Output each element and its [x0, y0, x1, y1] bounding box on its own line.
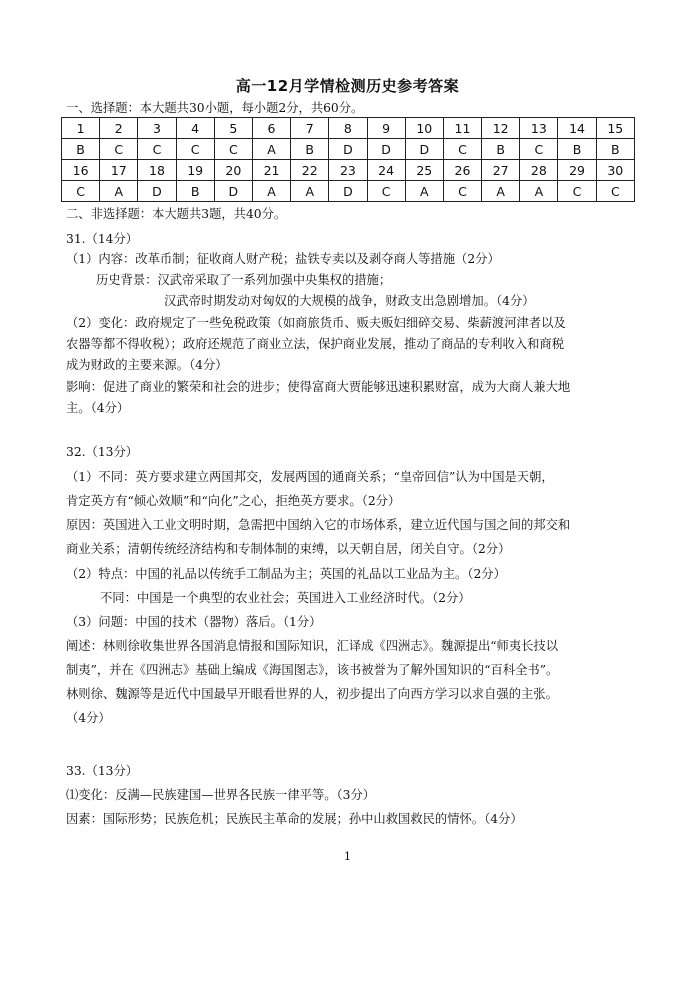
answer-cell: C — [443, 139, 481, 160]
answer-cell: D — [367, 139, 405, 160]
answer-cell: C — [558, 181, 596, 202]
q32-line: 阐述：林则徐收集世界各国消息情报和国际知识，汇译成《四洲志》。魏源提出“师夷长技以 — [66, 639, 559, 653]
q31-line: （2）变化：政府规定了一些免税政策（如商旅货币、贩夫贩妇细碎交易、柴薪渡河津者以及 — [66, 316, 566, 330]
answer-cell: D — [329, 139, 367, 160]
q31-line: 成为财政的主要来源。（4分） — [66, 358, 228, 372]
question-number-cell: 2 — [100, 118, 138, 139]
q33-line: 因素：国际形势；民族危机；民族民主革命的发展；孙中山救国救民的情怀。（4分） — [66, 812, 523, 826]
question-number-cell: 23 — [329, 160, 367, 181]
q32-line: 不同：中国是一个典型的农业社会；英国进入工业经济时代。（2分） — [100, 591, 471, 605]
question-number-cell: 9 — [367, 118, 405, 139]
answer-cell: B — [176, 181, 214, 202]
question-number-cell: 3 — [138, 118, 176, 139]
answer-table — [61, 117, 635, 202]
q32-line: 肯定英方有“倾心效顺”和“向化”之心，拒绝英方要求。（2分） — [66, 494, 401, 508]
answer-cell: A — [252, 181, 290, 202]
q31-line: 汉武帝时期发动对匈奴的大规模的战争，财政支出急剧增加。（4分） — [164, 294, 535, 308]
answer-cell: A — [100, 181, 138, 202]
q31-line: 主。（4分） — [66, 401, 130, 415]
question-number-cell: 29 — [558, 160, 596, 181]
question-number-cell: 11 — [443, 118, 481, 139]
answer-cell: C — [138, 139, 176, 160]
answer-number-row — [62, 118, 635, 139]
question-number-cell: 13 — [520, 118, 558, 139]
section1-heading: 一、选择题：本大题共30小题，每小题2分，共60分。 — [66, 101, 364, 115]
q33-line: ⑴变化：反满—民族建国—世界各民族一律平等。（3分） — [66, 788, 376, 802]
question-number-cell: 14 — [558, 118, 596, 139]
question-number-cell: 30 — [596, 160, 634, 181]
answer-cell: D — [214, 181, 252, 202]
q31-line: 历史背景：汉武帝采取了一系列加强中央集权的措施； — [96, 273, 392, 287]
answer-cell: A — [520, 181, 558, 202]
q33-heading: 33.（13分） — [66, 764, 139, 778]
answer-cell: B — [482, 139, 520, 160]
question-number-cell: 4 — [176, 118, 214, 139]
question-number-cell: 8 — [329, 118, 367, 139]
question-number-cell: 7 — [291, 118, 329, 139]
question-number-cell: 25 — [405, 160, 443, 181]
q32-heading: 32.（13分） — [66, 445, 139, 459]
q31-line: 农器等都不得收税）；政府还规范了商业立法，保护商业发展，推动了商品的专利收入和商税 — [66, 337, 565, 351]
answer-cell: A — [405, 181, 443, 202]
answer-cell: C — [62, 181, 100, 202]
question-number-cell: 10 — [405, 118, 443, 139]
answer-cell: C — [100, 139, 138, 160]
answer-cell: C — [176, 139, 214, 160]
answer-cell: C — [443, 181, 481, 202]
q32-line: （3）问题：中国的技术（器物）落后。（1分） — [66, 615, 322, 629]
answer-cell: C — [596, 181, 634, 202]
answer-cell: C — [520, 139, 558, 160]
question-number-cell: 15 — [596, 118, 634, 139]
question-number-cell: 6 — [252, 118, 290, 139]
question-number-cell: 26 — [443, 160, 481, 181]
answer-cell: D — [405, 139, 443, 160]
answer-cell: D — [138, 181, 176, 202]
page-title: 高一12月学情检测历史参考答案 — [235, 77, 460, 95]
answer-cell: A — [482, 181, 520, 202]
q31-heading: 31.（14分） — [66, 232, 139, 246]
q32-line: （4分） — [66, 711, 111, 725]
answer-cell: D — [329, 181, 367, 202]
question-number-cell: 19 — [176, 160, 214, 181]
question-number-cell: 22 — [291, 160, 329, 181]
question-number-cell: 5 — [214, 118, 252, 139]
answer-cell: B — [62, 139, 100, 160]
answer-letter-row — [62, 181, 635, 202]
answer-cell: C — [367, 181, 405, 202]
answer-cell: A — [252, 139, 290, 160]
answer-cell: B — [596, 139, 634, 160]
q32-line: 林则徐、魏源等是近代中国最早开眼看世界的人，初步提出了向西方学习以求自强的主张。 — [66, 687, 558, 701]
q32-line: （2）特点：中国的礼品以传统手工制品为主；英国的礼品以工业品为主。（2分） — [66, 567, 506, 581]
q31-line: 影响：促进了商业的繁荣和社会的进步；使得富商大贾能够迅速积累财富，成为大商人兼大地 — [66, 380, 571, 394]
question-number-cell: 12 — [482, 118, 520, 139]
question-number-cell: 16 — [62, 160, 100, 181]
question-number-cell: 24 — [367, 160, 405, 181]
question-number-cell: 27 — [482, 160, 520, 181]
question-number-cell: 21 — [252, 160, 290, 181]
answer-number-row — [62, 160, 635, 181]
answer-cell: C — [214, 139, 252, 160]
question-number-cell: 18 — [138, 160, 176, 181]
answer-cell: A — [291, 181, 329, 202]
q32-line: 商业关系；清朝传统经济结构和专制体制的束缚，以天朝自居，闭关自守。（2分） — [66, 542, 511, 556]
answer-letter-row — [62, 139, 635, 160]
question-number-cell: 28 — [520, 160, 558, 181]
q32-line: 原因：英国进入工业文明时期，急需把中国纳入它的市场体系，建立近代国与国之间的邦交和 — [66, 518, 571, 532]
answer-cell: B — [558, 139, 596, 160]
answer-cell: B — [291, 139, 329, 160]
q31-line: （1）内容：改革币制；征收商人财产税；盐铁专卖以及剥夺商人等措施（2分） — [66, 252, 500, 266]
q32-line: 制夷”，并在《四洲志》基础上编成《海国图志》，该书被誉为了解外国知识的“百科全书”。 — [66, 663, 559, 677]
section2-heading: 二、非选择题：本大题共3题，共40分。 — [66, 207, 287, 221]
q32-line: （1）不同：英方要求建立两国邦交，发展两国的通商关系；“皇帝回信”认为中国是天朝， — [66, 470, 554, 484]
question-number-cell: 1 — [62, 118, 100, 139]
question-number-cell: 20 — [214, 160, 252, 181]
page-number: 1 — [344, 850, 351, 863]
question-number-cell: 17 — [100, 160, 138, 181]
